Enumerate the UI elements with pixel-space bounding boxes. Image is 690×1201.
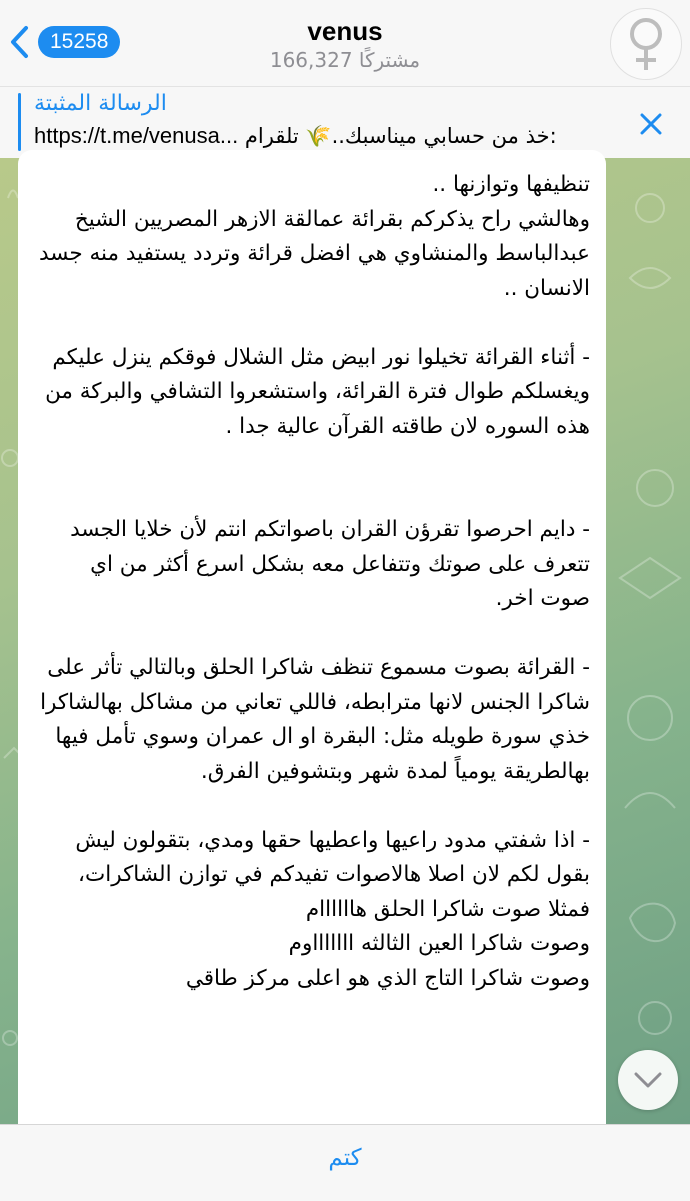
pinned-indicator <box>18 93 21 151</box>
venus-symbol-icon <box>622 15 670 73</box>
bottom-bar <box>0 1124 690 1201</box>
channel-avatar[interactable] <box>610 8 682 80</box>
chat-header <box>0 0 690 86</box>
scroll-down-button[interactable] <box>618 1050 678 1110</box>
channel-title[interactable]: venus <box>307 16 383 46</box>
pinned-message-bar[interactable] <box>0 86 690 160</box>
close-icon[interactable] <box>636 109 666 139</box>
pinned-preview <box>34 123 632 149</box>
chevron-down-icon <box>633 1071 663 1089</box>
subscriber-count: 166,327 مشتركًا <box>269 48 421 72</box>
pinned-preview-url: https://t.me/venusa... <box>34 123 239 148</box>
message-text: تنظيفها وتوازنها .. وهالشي راح يذكركم بقرائة عمالقة الازهر المصريين الشيخ عبدالباسط والمنشاوي هي افضل قرائة وتردد يستفيد منه جسد الانسان .. - أثناء القرائة تخيلوا نور ابيض مثل الشلال فوقكم ينزل عليكم ويغسلكم طوال فترة القرائة، واستشعروا التشافي والبركة من هذه السوره لان طاقته القرآن عالية جدا . - دايم احرصوا تقرؤن القران باصواتكم انتم لأن خلايا الجسد تتعرف على صوتك وتتفاعل معه بشكل اسرع أكثر من اي صوت اخر. - القرائة بصوت مسموع تنظف شاكرا الحلق وبالتالي تأثر على شاكرا الجنس لانها مترابطه، فاللي تعاني من مشاكل بهالشاكرا خذي سورة طويله مثل: البقرة او ال عمران وسوي تأمل فيها بهالطريقة يومياً لمدة شهر وبتشوفين الفرق. - اذا شفتي مدود راعيها واعطيها حقها ومدي، بتقولون ليش بقول لكم لان اصلا هالاصوات تفيدكم في توازن الشاكرات، فمثلا صوت شاكرا الحلق هاااااام وصوت شاكرا العين الثالثه اااااااوم وصوت شاكرا التاج الذي هو اعلى مركز طاقي <box>38 172 590 991</box>
unread-count-badge: 15258 <box>38 26 120 58</box>
pinned-title: الرسالة المثبتة <box>34 91 167 116</box>
pinned-preview-text: خذ من حسابي ميناسبك..🌾 تلقرام: <box>244 124 557 148</box>
mute-button[interactable]: كتم <box>328 1145 362 1171</box>
